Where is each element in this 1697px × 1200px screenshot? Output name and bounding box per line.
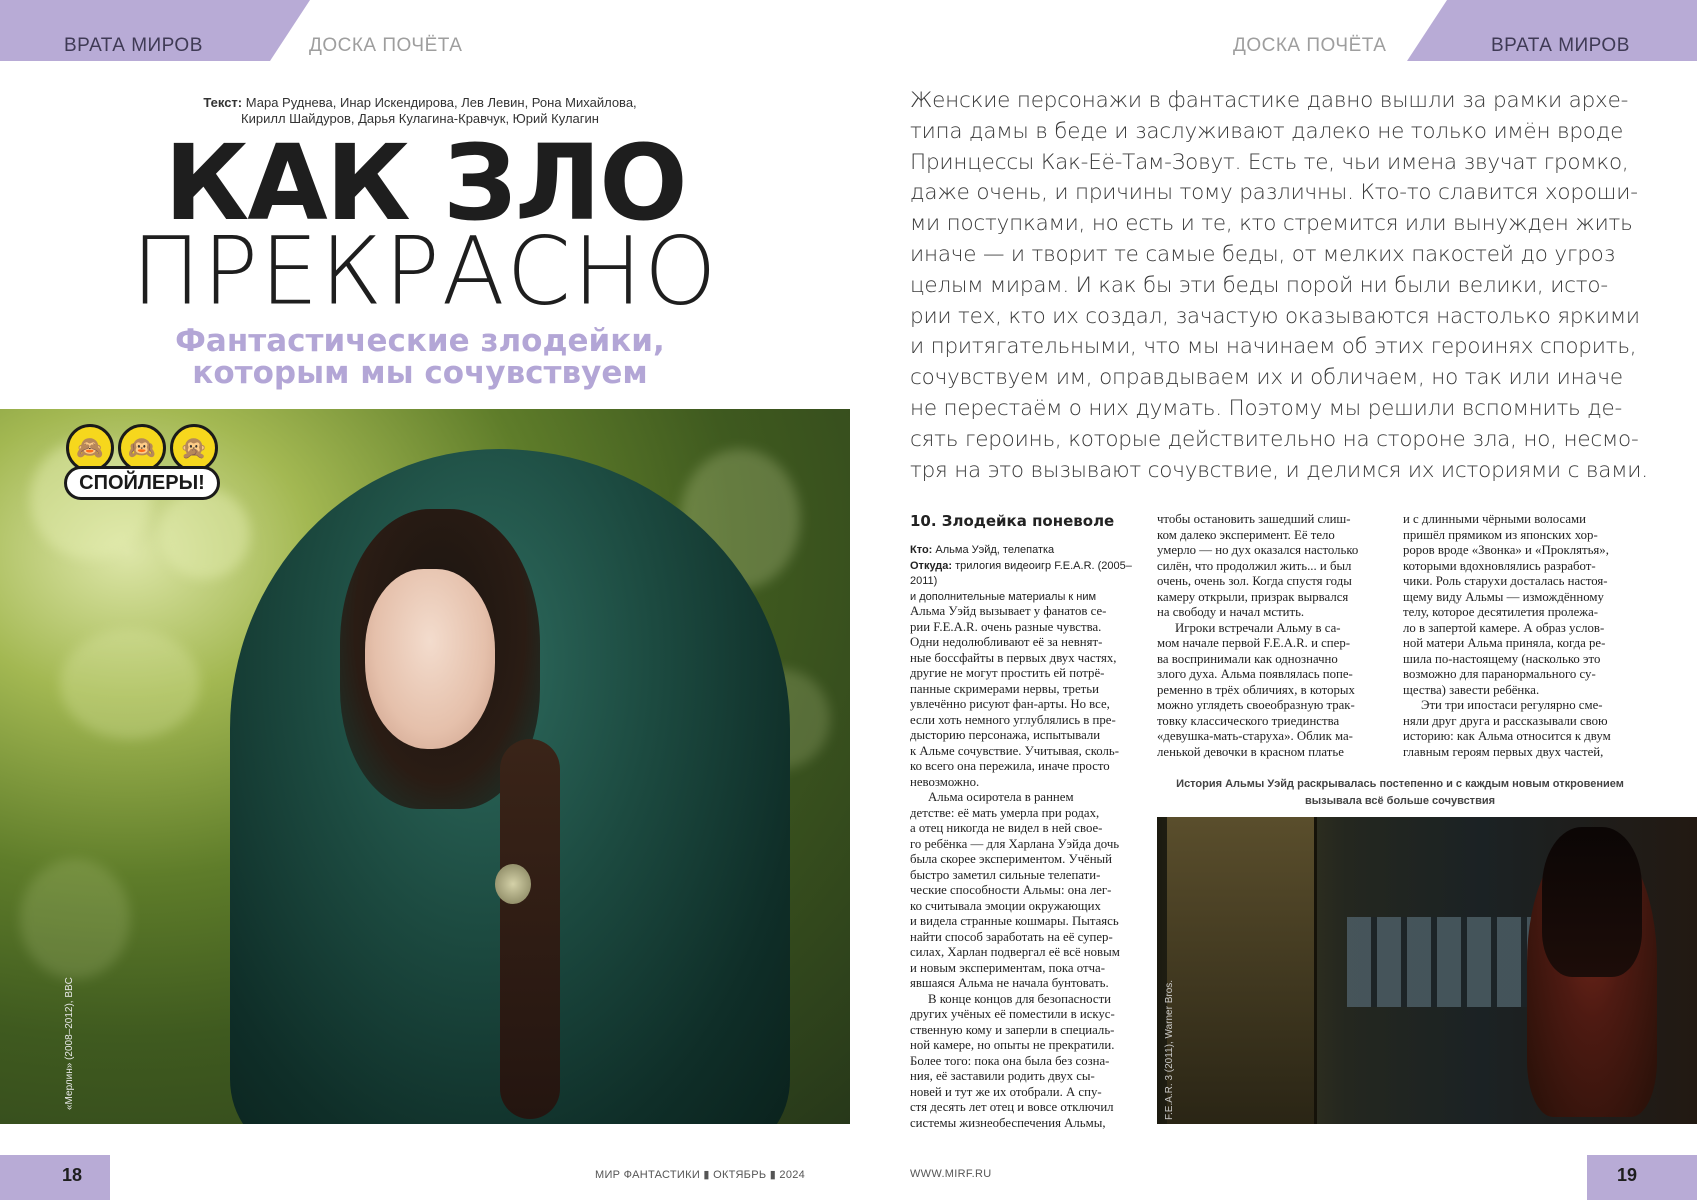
lead-line: даже очень, и причины тому различны. Кто-то славится хороши- (910, 180, 1638, 206)
subtitle-line-2: которым мы сочувствуем (192, 355, 648, 391)
body-text-line: и с длинными чёрными волосами (1403, 512, 1586, 526)
body-text-line: другие не могут простить ей потрё- (910, 666, 1105, 680)
body-text-line: пришёл прямиком из японских хор- (1403, 527, 1598, 542)
page-number-right: 19 (1617, 1165, 1638, 1185)
section-name-left: ВРАТА МИРОВ (64, 35, 203, 56)
spoiler-label: СПОЙЛЕРЫ! (64, 466, 220, 500)
image-caption (1160, 776, 1640, 810)
body-text-line: быстро заметил сильные телепати- (910, 867, 1101, 882)
body-text-line: стя десять лет отец и вовсе отключил (910, 1100, 1114, 1114)
lead-line: сочувствуем им, оправдываем их и обличаем, но так или иначе (910, 365, 1623, 391)
body-text-line: ной матери Альма приняла, когда ре- (1403, 636, 1606, 650)
body-text-line: а отец никогда не видел в ней свое- (910, 821, 1103, 835)
body-text-line: злого духа. Альма появлялась попе- (1157, 667, 1353, 681)
body-text-line: возможно для паранормального су- (1403, 667, 1596, 681)
body-text-line: ческие способности Альмы: она лег- (910, 883, 1112, 897)
body-text-line: го ребёнка — для Харлана Уэйда дочь (910, 836, 1120, 851)
credits-line-2: Кирилл Шайдуров, Дарья Кулагина-Кравчук, Юрий Кулагин (241, 111, 599, 126)
body-text-line: щему виду Альмы — измождённому (1403, 589, 1604, 604)
body-text-line: системы жизнеобеспечения Альмы, (910, 1115, 1106, 1130)
article-title-line-1: КАК ЗЛО (164, 122, 686, 244)
text-column-2 (1157, 512, 1358, 760)
text-column-1 (910, 604, 1120, 1131)
speak-no-evil-monkey-icon: 🙊 (170, 424, 218, 472)
body-text-line: мом начале первой F.E.A.R. и спер- (1157, 636, 1350, 650)
caption-line-2: вызывала всё больше сочувствия (1304, 795, 1496, 807)
body-text-line: шила по-настоящему (насколько это (1403, 651, 1601, 666)
section-name-right: ВРАТА МИРОВ (1491, 35, 1630, 56)
woman-face (365, 569, 495, 749)
body-text-line: панные скримерами нервы, третьи (910, 681, 1099, 696)
body-text-line: роров вроде «Звонка» и «Проклятья», (1403, 543, 1609, 557)
body-text-line: силён, что продолжил жить... и был (1157, 558, 1352, 573)
body-text-line: Эти три ипостаси регулярно сме- (1421, 698, 1603, 712)
body-text-line: ственную кому и заперли в специаль- (910, 1022, 1115, 1037)
lead-line: иначе — и творит те самые беды, от мелких пакостей до угроз (910, 241, 1616, 267)
hero-photo-credit: «Мерлин» (2008–2012), BBC (64, 977, 75, 1110)
page-number-left: 18 (62, 1165, 83, 1185)
body-text-line: и новым экспериментам, пока отча- (910, 960, 1105, 975)
lead-line: Женские персонажи в фантастике давно вышли за рамки архе- (910, 88, 1629, 113)
website-url: WWW.MIRF.RU (910, 1168, 992, 1180)
page-number-tab-right (1587, 1155, 1697, 1200)
body-text-line: увлечённо рисуют фан-арты. Но все, (910, 697, 1110, 711)
body-text-line: няли друг друга и рассказывали свою (1403, 713, 1608, 728)
see-no-evil-monkey-icon: 🙈 (66, 424, 114, 472)
body-text-line: умерло — но дух оказался настолько (1157, 543, 1359, 557)
subtitle-line-1: Фантастические злодейки, (175, 323, 665, 359)
body-text-line: можно углядеть своеобразную трак- (1157, 698, 1355, 712)
braid (500, 739, 560, 1119)
body-text-line: найти способ заработать на её супер- (910, 929, 1113, 944)
body-text-line: товку классического триединства (1157, 713, 1340, 728)
body-text-line: новей и тут же их отобрали. А спу- (910, 1084, 1102, 1099)
lead-line: целым мирам. И как бы эти беды порой ни были велики, исто- (910, 272, 1608, 298)
body-text-line: ные боссфайты в первых двух частях, (910, 650, 1117, 665)
body-text-line: к Альме сочувствие. Учитывая, сколь- (910, 743, 1119, 758)
body-text-line: ко считывала эмоции окружающих (910, 898, 1101, 913)
section-heading: 10. Злодейка поневоле (910, 512, 1115, 530)
magazine-issue: МИР ФАНТАСТИКИ ▮ ОКТЯБРЬ ▮ 2024 (595, 1169, 806, 1181)
body-text-line: которыми вдохновлялись разработ- (1403, 558, 1596, 573)
body-text-line: ременно в трёх обличиях, в которых (1157, 682, 1355, 697)
body-text-line: ной камере, но опыты не прекратили. (910, 1038, 1115, 1052)
body-text-line: ком далеко эксперимент. Её тело (1157, 527, 1335, 542)
credits-line-1: Мара Руднева, Инар Искендирова, Лев Левин, Рона Михайлова, (245, 95, 637, 110)
lead-line: ми поступками, но есть и те, кто стремится или вынужден жить (910, 211, 1633, 237)
from-label: Откуда: (910, 559, 953, 572)
rubric-name-right: ДОСКА ПОЧЁТА (1233, 35, 1387, 56)
character-info (910, 543, 1140, 605)
body-text-line: щества) завести ребёнка. (1403, 682, 1540, 697)
body-text-line: ло в запертой камере. А образ услов- (1403, 620, 1605, 635)
body-text-line: Альма Уэйд вызывает у фанатов се- (910, 604, 1107, 618)
body-text-line: других учёных её поместили в искус- (910, 1007, 1115, 1021)
screenshot-credit: F.E.A.R. 3 (2011), Warner Bros. (1164, 979, 1175, 1120)
body-text-line: явшаяся Альма не начала бунтовать. (910, 976, 1109, 990)
page-number-tab-left (0, 1155, 110, 1200)
credits-label: Текст: (203, 95, 243, 110)
lead-line: и притягательными, что мы начинаем об этих героинях спорить, (910, 334, 1637, 360)
body-text-line: В конце концов для безопасности (928, 991, 1112, 1006)
hero-photo (0, 409, 850, 1124)
from-value-1: трилогия видеоигр F.E.A.R. (2005–2011) (910, 559, 1132, 587)
body-text-line: Более того: пока она была без созна- (910, 1053, 1110, 1068)
body-text-line: Альма осиротела в раннем (928, 790, 1074, 804)
lead-line: Принцессы Как-Её-Там-Зовут. Есть те, чьи имена звучат громко, (910, 149, 1629, 175)
from-value-2: и дополнительные материалы к ним (910, 590, 1097, 603)
body-text-line: историю: как Альма относится к двум (1403, 729, 1611, 743)
body-text-line: ния, её заставили родить двух сы- (910, 1069, 1095, 1083)
game-screenshot (1157, 817, 1697, 1124)
body-text-line: и видела странные кошмары. Пытаясь (910, 914, 1119, 928)
article-subtitle (100, 325, 740, 389)
body-text-line: дысторию персонажа, испытывали (910, 728, 1101, 742)
body-text-line: была скорее экспериментом. Учёный (910, 852, 1112, 866)
lead-line: сять героинь, которые действительно на стороне зла, но, несмо- (910, 426, 1639, 452)
body-text-line: детстве: её мать умерла при родах, (910, 805, 1100, 820)
body-text-line: ко всего она пережила, иначе просто (910, 759, 1110, 773)
lead-line: типа дамы в беде и заслуживают далеко не только имён вроде (910, 118, 1624, 144)
lead-line: рии тех, кто их создал, зачастую оказываются настолько яркими (910, 303, 1640, 329)
body-text-line: рии F.E.A.R. очень разные чувства. (910, 619, 1102, 634)
body-text-line: очень, очень зол. Когда спустя годы (1157, 574, 1352, 588)
text-column-3 (1403, 512, 1611, 760)
article-title-line-2: ПРЕКРАСНО (131, 216, 719, 327)
body-text-line: чтобы остановить зашедший слиш- (1157, 512, 1351, 526)
body-text-line: камеру открыли, призрак вырвался (1157, 589, 1349, 604)
body-text-line: Одни недолюбливают её за невнят- (910, 635, 1103, 649)
cloak-clasp (495, 864, 531, 904)
body-text-line: Игроки встречали Альму в са- (1175, 620, 1341, 635)
body-text-line: телу, которое десятилетия пролежа- (1403, 605, 1599, 619)
body-text-line: если хоть немного углублялись в пре- (910, 712, 1116, 727)
lead-line: не перестаём о них думать. Поэтому мы решили вспомнить де- (910, 395, 1623, 421)
body-text-line: чики. Роль старухи досталась настоя- (1403, 574, 1608, 588)
body-text-line: «девушка-мать-старуха». Облик ма- (1157, 729, 1353, 743)
who-label: Кто: (910, 544, 933, 556)
body-text-line: невозможно. (910, 774, 980, 789)
body-text-line: на свободу и начал мстить. (1157, 605, 1305, 619)
rubric-name-left: ДОСКА ПОЧЁТА (309, 35, 463, 56)
body-text-line: ва воспринимали как однозначно (1157, 651, 1338, 666)
who-value: Альма Уэйд, телепатка (935, 544, 1055, 556)
lead-paragraph (910, 86, 1648, 486)
body-text-line: главным героям первых двух частей, (1403, 744, 1604, 759)
spoiler-badge (62, 424, 222, 504)
body-text-line: ленькой девочки в красном платье (1157, 744, 1344, 759)
lead-line: тря на это вызывают сочувствие, и делимся их историями с вами. (910, 457, 1648, 483)
caption-line-1: История Альмы Уэйд раскрывалась постепенно и с каждым новым откровением (1176, 778, 1624, 790)
body-text-line: силах, Харлан подвергал её всё новым (910, 945, 1120, 959)
hear-no-evil-monkey-icon: 🙉 (118, 424, 166, 472)
